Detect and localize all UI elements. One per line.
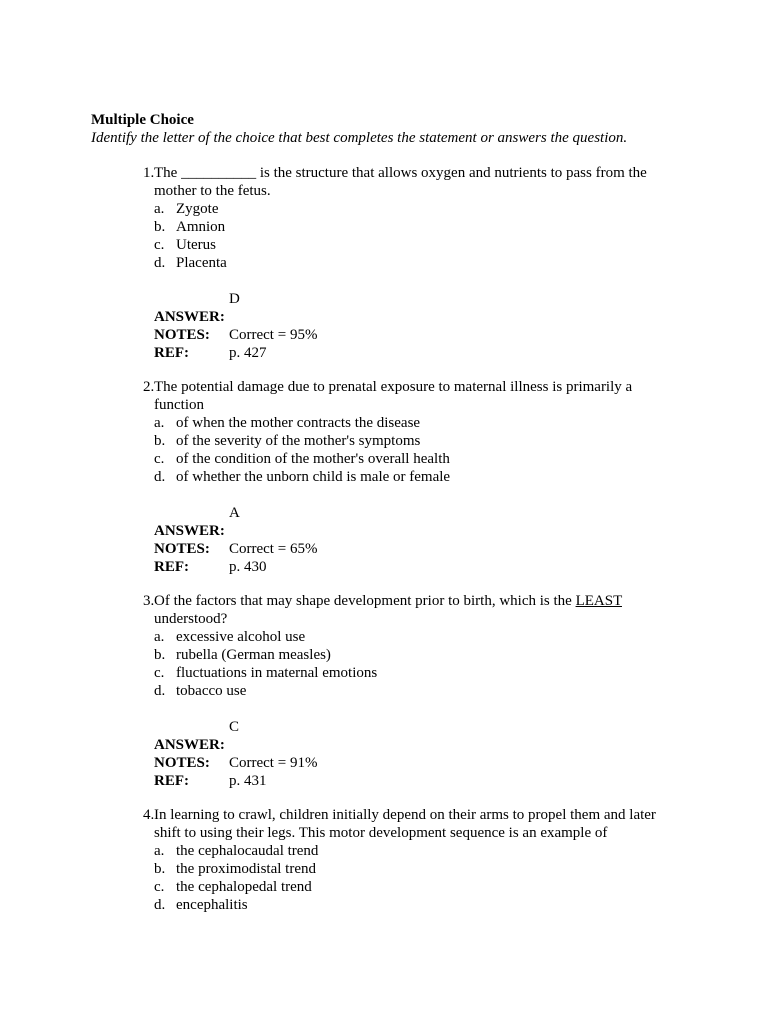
option-letter: d.: [154, 255, 166, 271]
question-2: [143, 378, 663, 576]
option-list: [143, 200, 663, 272]
option-text: Amnion: [176, 219, 226, 235]
option-d: [154, 254, 663, 272]
question-3: [143, 592, 663, 790]
question-text-start: Of the factors that may shape development prior to birth, which is the: [154, 593, 576, 609]
option-letter: a.: [154, 415, 165, 431]
notes-value: Correct = 95%: [229, 327, 318, 343]
option-letter: a.: [154, 629, 165, 645]
option-a: [154, 628, 663, 646]
question-number: 3.: [143, 593, 155, 609]
option-list: [143, 628, 663, 700]
question-stem: [143, 378, 663, 414]
option-text: the proximodistal trend: [176, 861, 316, 877]
question-emphasis: LEAST: [575, 593, 622, 609]
answer-value-row: [154, 718, 663, 736]
question-stem: [143, 164, 663, 200]
answer-value: C: [229, 719, 240, 735]
answer-block: [143, 504, 663, 576]
ref-label: REF:: [154, 345, 189, 361]
option-letter: c.: [154, 451, 165, 467]
option-a: [154, 842, 663, 860]
ref-label: REF:: [154, 773, 189, 789]
option-letter: c.: [154, 665, 165, 681]
answer-value: A: [229, 505, 240, 521]
notes-value: Correct = 65%: [229, 541, 318, 557]
option-text: of when the mother contracts the disease: [176, 415, 421, 431]
option-letter: a.: [154, 201, 165, 217]
answer-label-row: [154, 308, 663, 326]
notes-row: [154, 540, 663, 558]
ref-value: p. 430: [229, 559, 267, 575]
option-text: rubella (German measles): [176, 647, 331, 663]
option-c: [154, 878, 663, 896]
option-list: [143, 414, 663, 486]
option-letter: c.: [154, 237, 165, 253]
question-4: [143, 806, 663, 914]
option-c: [154, 664, 663, 682]
answer-block: [143, 290, 663, 362]
option-text: Placenta: [176, 255, 227, 271]
option-text: of the condition of the mother's overall health: [176, 451, 450, 467]
option-text: of whether the unborn child is male or female: [176, 469, 451, 485]
section-title: Multiple Choice: [91, 112, 194, 128]
option-text: the cephalopedal trend: [176, 879, 312, 895]
question-text: In learning to crawl, children initially depend on their arms to propel them and later shift to using their legs. This motor development sequence is an example of: [154, 807, 656, 841]
notes-value: Correct = 91%: [229, 755, 318, 771]
question-text: The __________ is the structure that allows oxygen and nutrients to pass from the mother to the fetus.: [154, 165, 647, 199]
answer-label-row: [154, 736, 663, 754]
option-text: tobacco use: [176, 683, 247, 699]
option-letter: c.: [154, 879, 165, 895]
question-text: The potential damage due to prenatal exposure to maternal illness is primarily a function: [154, 379, 633, 413]
option-letter: b.: [154, 219, 166, 235]
option-d: [154, 682, 663, 700]
ref-value: p. 427: [229, 345, 267, 361]
option-d: [154, 468, 663, 486]
question-text-end: understood?: [154, 611, 228, 627]
option-text: of the severity of the mother's symptoms: [176, 433, 421, 449]
option-letter: d.: [154, 683, 166, 699]
answer-label: ANSWER:: [154, 523, 225, 539]
answer-label: ANSWER:: [154, 309, 225, 325]
option-text: fluctuations in maternal emotions: [176, 665, 378, 681]
answer-block: [143, 718, 663, 790]
option-b: [154, 432, 663, 450]
option-letter: a.: [154, 843, 165, 859]
question-number: 1.: [143, 165, 155, 181]
option-c: [154, 236, 663, 254]
notes-label: NOTES:: [154, 755, 210, 771]
notes-label: NOTES:: [154, 327, 210, 343]
option-text: Zygote: [176, 201, 219, 217]
option-a: [154, 200, 663, 218]
ref-label: REF:: [154, 559, 189, 575]
option-text: excessive alcohol use: [176, 629, 306, 645]
option-text: Uterus: [176, 237, 216, 253]
option-text: the cephalocaudal trend: [176, 843, 319, 859]
answer-value-row: [154, 504, 663, 522]
ref-row: [154, 344, 663, 362]
option-d: [154, 896, 663, 914]
ref-row: [154, 558, 663, 576]
option-letter: b.: [154, 647, 166, 663]
ref-value: p. 431: [229, 773, 267, 789]
option-letter: d.: [154, 469, 166, 485]
option-b: [154, 646, 663, 664]
question-stem: [143, 806, 663, 842]
answer-value-row: [154, 290, 663, 308]
question-number: 2.: [143, 379, 155, 395]
option-letter: b.: [154, 861, 166, 877]
question-stem: [143, 592, 663, 628]
option-text: encephalitis: [176, 897, 248, 913]
answer-label-row: [154, 522, 663, 540]
notes-row: [154, 326, 663, 344]
option-a: [154, 414, 663, 432]
notes-label: NOTES:: [154, 541, 210, 557]
ref-row: [154, 772, 663, 790]
question-1: [143, 164, 663, 362]
option-c: [154, 450, 663, 468]
option-b: [154, 860, 663, 878]
section-instructions: Identify the letter of the choice that best completes the statement or answers the question.: [91, 130, 628, 146]
question-number: 4.: [143, 807, 155, 823]
answer-value: D: [229, 291, 240, 307]
option-letter: b.: [154, 433, 166, 449]
option-list: [143, 842, 663, 914]
option-letter: d.: [154, 897, 166, 913]
option-b: [154, 218, 663, 236]
answer-label: ANSWER:: [154, 737, 225, 753]
notes-row: [154, 754, 663, 772]
